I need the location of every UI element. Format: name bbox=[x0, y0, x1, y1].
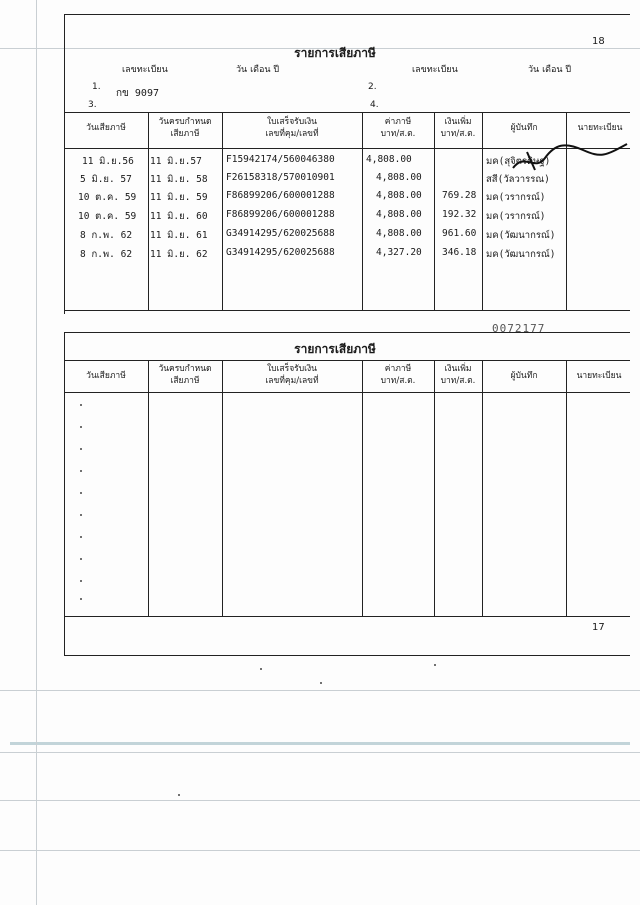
cell-surcharge: 346.18 bbox=[442, 247, 477, 258]
cell-paydate: 8 ก.พ. 62 bbox=[80, 249, 133, 260]
cell-tax: 4,808.00 bbox=[376, 190, 422, 201]
cell-duedate: 11 มิ.ย. 61 bbox=[150, 230, 208, 241]
section2-title: รายการเสียภาษี bbox=[294, 342, 376, 356]
bottom-rule bbox=[64, 655, 630, 656]
col-rule bbox=[362, 112, 363, 310]
top-rule bbox=[64, 14, 630, 15]
col-rule bbox=[362, 360, 363, 616]
cell-recorder: มค(วัฒนากรณ์) bbox=[486, 230, 556, 241]
col-rule bbox=[434, 112, 435, 310]
cell-duedate: 11 มิ.ย. 59 bbox=[150, 192, 208, 203]
section1-title: รายการเสียภาษี bbox=[294, 46, 376, 60]
col-rule bbox=[434, 360, 435, 616]
scan-speck bbox=[178, 794, 180, 796]
col-header-recorder: ผู้บันทึก bbox=[510, 123, 538, 133]
cell-paydate: 5 มิ.ย. 57 bbox=[80, 174, 132, 185]
line-number-3: 3. bbox=[88, 100, 97, 110]
cell-tax: 4,808.00 bbox=[376, 228, 422, 239]
scan-streak bbox=[10, 742, 630, 745]
scan-speck bbox=[80, 514, 82, 516]
col-header-duedate: วันครบกำหนด เสียภาษี bbox=[158, 364, 212, 386]
cell-receipt: G34914295/620025688 bbox=[226, 228, 335, 239]
signature-scribble bbox=[505, 132, 635, 180]
scan-speck bbox=[80, 404, 82, 406]
scan-line bbox=[0, 752, 640, 753]
col-rule bbox=[566, 360, 567, 616]
page-number-bottom: 17 bbox=[592, 622, 605, 633]
table1-bottom-rule bbox=[64, 310, 630, 311]
cell-paydate: 8 ก.พ. 62 bbox=[80, 230, 133, 241]
cell-receipt: F86899206/600001288 bbox=[226, 190, 335, 201]
col-header-recorder: ผู้บันทึก bbox=[510, 371, 538, 381]
cell-surcharge: 769.28 bbox=[442, 190, 477, 201]
cell-surcharge: 192.32 bbox=[442, 209, 477, 220]
col-rule bbox=[148, 360, 149, 616]
col-header-paydate: วันเสียภาษี bbox=[86, 123, 126, 133]
cell-tax: 4,808.00 bbox=[376, 209, 422, 220]
stamp-number: 0072177 bbox=[492, 322, 546, 335]
col-header-tax: ค่าภาษี บาท/ส.ต. bbox=[380, 117, 416, 139]
scan-speck bbox=[320, 682, 322, 684]
date-header-left: วัน เดือน ปี bbox=[236, 65, 280, 75]
cell-receipt: F26158318/570010901 bbox=[226, 172, 335, 183]
scan-speck bbox=[80, 470, 82, 472]
cell-recorder: มค(สุจิตรดิษฐ) bbox=[486, 156, 551, 167]
col-header-receipt: ใบเสร็จรับเงิน เลขที่คุม/เลขที่ bbox=[265, 364, 319, 386]
col-header-duedate: วันครบกำหนด เสียภาษี bbox=[158, 117, 212, 139]
cell-receipt: G34914295/620025688 bbox=[226, 247, 335, 258]
cell-surcharge: 961.60 bbox=[442, 228, 477, 239]
col-rule bbox=[148, 112, 149, 310]
scan-speck bbox=[80, 598, 82, 600]
plate-number: กข 9097 bbox=[116, 88, 159, 99]
col-header-registrar: นายทะเบียน bbox=[576, 371, 622, 381]
cell-recorder: สสี(วัลวารรณ) bbox=[486, 174, 550, 185]
page-number-top: 18 bbox=[592, 36, 605, 47]
cell-receipt: F15942174/560046380 bbox=[226, 154, 335, 165]
col-header-tax: ค่าภาษี บาท/ส.ต. bbox=[380, 364, 416, 386]
cell-receipt: F86899206/600001288 bbox=[226, 209, 335, 220]
scan-speck bbox=[80, 558, 82, 560]
scan-speck bbox=[80, 426, 82, 428]
col-header-surcharge: เงินเพิ่ม บาท/ส.ต. bbox=[440, 364, 476, 386]
col-rule bbox=[222, 112, 223, 310]
col-header-paydate: วันเสียภาษี bbox=[86, 371, 126, 381]
col-rule bbox=[482, 360, 483, 616]
col-header-receipt: ใบเสร็จรับเงิน เลขที่คุม/เลขที่ bbox=[265, 117, 319, 139]
scan-speck bbox=[80, 448, 82, 450]
line-number-2: 2. bbox=[368, 82, 377, 92]
scan-speck bbox=[80, 580, 82, 582]
left-rule bbox=[64, 14, 65, 314]
scan-line bbox=[36, 0, 37, 905]
line-number-1: 1. bbox=[92, 82, 101, 92]
cell-recorder: มค(วรากรณ์) bbox=[486, 211, 546, 222]
date-header-right: วัน เดือน ปี bbox=[528, 65, 572, 75]
table2-bottom-rule bbox=[64, 616, 630, 617]
line-number-4: 4. bbox=[370, 100, 379, 110]
col-header-registrar: นายทะเบียน bbox=[577, 123, 623, 133]
cell-duedate: 11 มิ.ย. 60 bbox=[150, 211, 208, 222]
scan-speck bbox=[260, 668, 262, 670]
cell-paydate: 10 ต.ค. 59 bbox=[78, 211, 137, 222]
cell-recorder: มค(วรากรณ์) bbox=[486, 192, 546, 203]
scan-line bbox=[0, 800, 640, 801]
col-rule bbox=[222, 360, 223, 616]
cell-duedate: 11 มิ.ย.57 bbox=[150, 156, 202, 167]
scan-speck bbox=[434, 664, 436, 666]
scan-speck bbox=[80, 536, 82, 538]
scan-line bbox=[0, 850, 640, 851]
cell-recorder: มค(วัฒนากรณ์) bbox=[486, 249, 556, 260]
cell-tax: 4,327.20 bbox=[376, 247, 422, 258]
cell-paydate: 10 ต.ค. 59 bbox=[78, 192, 137, 203]
scan-speck bbox=[80, 492, 82, 494]
scan-line bbox=[0, 690, 640, 691]
cell-duedate: 11 มิ.ย. 58 bbox=[150, 174, 208, 185]
cell-tax: 4,808.00 bbox=[366, 154, 412, 165]
cell-tax: 4,808.00 bbox=[376, 172, 422, 183]
cell-duedate: 11 มิ.ย. 62 bbox=[150, 249, 208, 260]
col-rule bbox=[482, 112, 483, 310]
reg-header-left: เลขทะเบียน bbox=[122, 65, 168, 75]
cell-paydate: 11 มิ.ย.56 bbox=[82, 156, 134, 167]
col-header-surcharge: เงินเพิ่ม บาท/ส.ต. bbox=[440, 117, 476, 139]
reg-header-right: เลขทะเบียน bbox=[412, 65, 458, 75]
